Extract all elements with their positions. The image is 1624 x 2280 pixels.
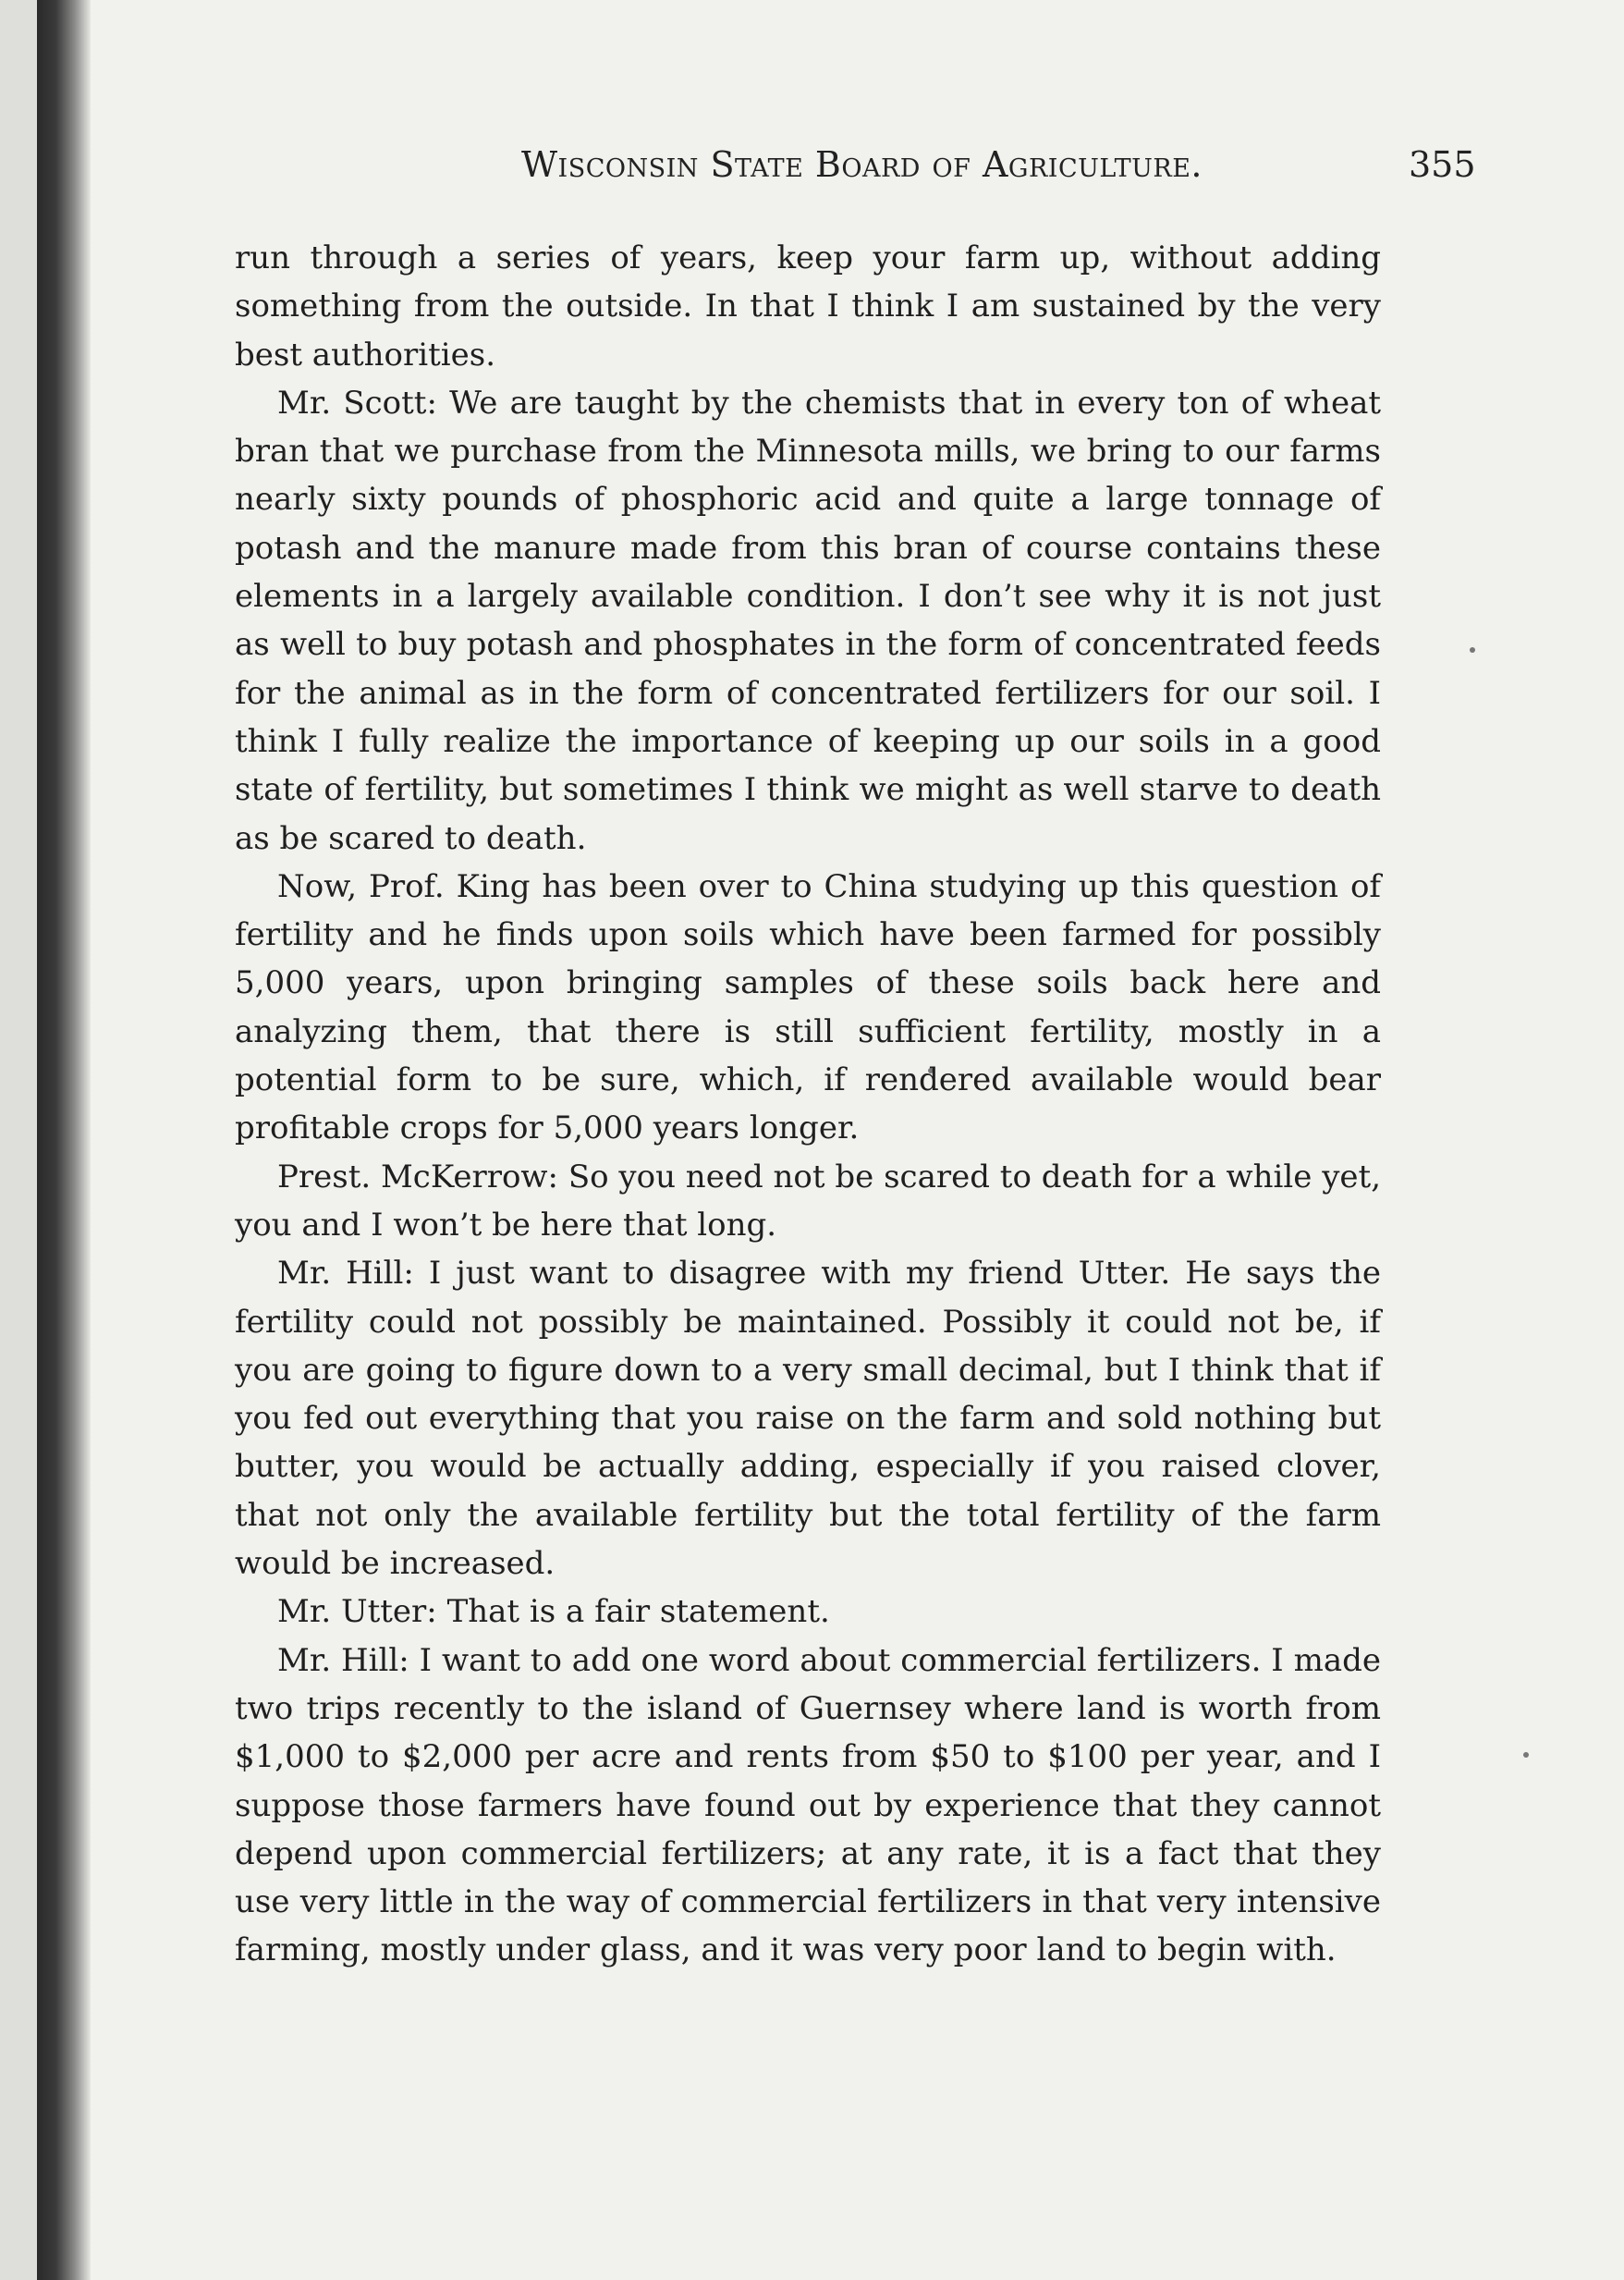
page-number: 355 [1409,144,1476,185]
paragraph-hill-2 [235,1636,1381,1975]
running-head [521,144,1203,185]
gutter-shadow [37,0,91,2280]
body-text [235,234,1381,1975]
paragraph-prof-king [235,863,1381,1153]
speaker-name: Prest. McKerrow: [277,1158,558,1195]
speaker-name: Mr. Scott: [277,384,437,422]
paragraph-text: That is a fair statement. [446,1593,830,1631]
paragraph-utter [235,1587,1381,1636]
speaker-name: Mr. Hill: [277,1641,409,1679]
print-speck [1523,1752,1529,1758]
binding-margin [0,0,37,2280]
paragraph-scott [235,379,1381,863]
paragraph-text: Now, Prof. King has been over to China studying up this question of fertility and he finds upon soils which have been farmed for possibly 5,000 years, upon bringing samples of these soils back here and analyzing them, that there is still sufficient fertility, mostly in a potential form to be sure, which, if rendered available would bear profitable crops for 5,000 years longer. [235,867,1381,1147]
paragraph-text: So you need not be scared to death for a while yet, you and I won’t be here that long. [235,1158,1381,1244]
paragraph-text: I just want to disagree with my friend Utter. He says the fertility could not possibly be maintained. Possibly it could not be, if you are going to figure down to a very small decimal, but I think that if you fed out everything that you raise on the farm and sold nothing but butter, you would be actually adding, especially if you raised clover, that not only the available fertility but the total fertility of the farm would be increased. [235,1255,1381,1583]
paragraph-text: We are taught by the chemists that in every ton of wheat bran that we purchase from the Minnesota mills, we bring to our farms nearly sixty pounds of phosphoric acid and quite a large tonnage of potash and the manure made from this bran of course contains these elements in a largely available condition. I don’t see why it is not just as well to buy potash and phosphates in the form of concentrated feeds for the animal as in the form of concentrated fertilizers for our soil. I think I fully realize the importance of keeping up our soils in a good state of fertility, but sometimes I think we might as well starve to death as be scared to death. [235,384,1382,857]
paragraph-text: I want to add one word about commercial fertilizers. I made two trips recently to the island of Guernsey where land is worth from $1,000 to $2,000 per acre and rents from $50 to $100 per year, and I suppose those farmers have found out by experience that they cannot depend upon commercial fertilizers; at any rate, it is a fact that they use very little in the way of commercial fertilizers in that very intensive farming, mostly under glass, and it was very poor land to begin with. [235,1641,1381,1969]
paragraph-continuation [235,234,1381,379]
running-title: Wisconsin State Board of Agriculture. [521,144,1203,185]
print-speck [1470,647,1475,653]
paragraph-hill-1 [235,1249,1381,1587]
paragraph-text: run through a series of years, keep your farm up, without adding something from the outside. In that I think I am sustained by the very best authorities. [235,239,1381,374]
speaker-name: Mr. Hill: [277,1255,414,1293]
paragraph-mckerrow [235,1153,1381,1250]
speaker-name: Mr. Utter: [277,1593,437,1631]
